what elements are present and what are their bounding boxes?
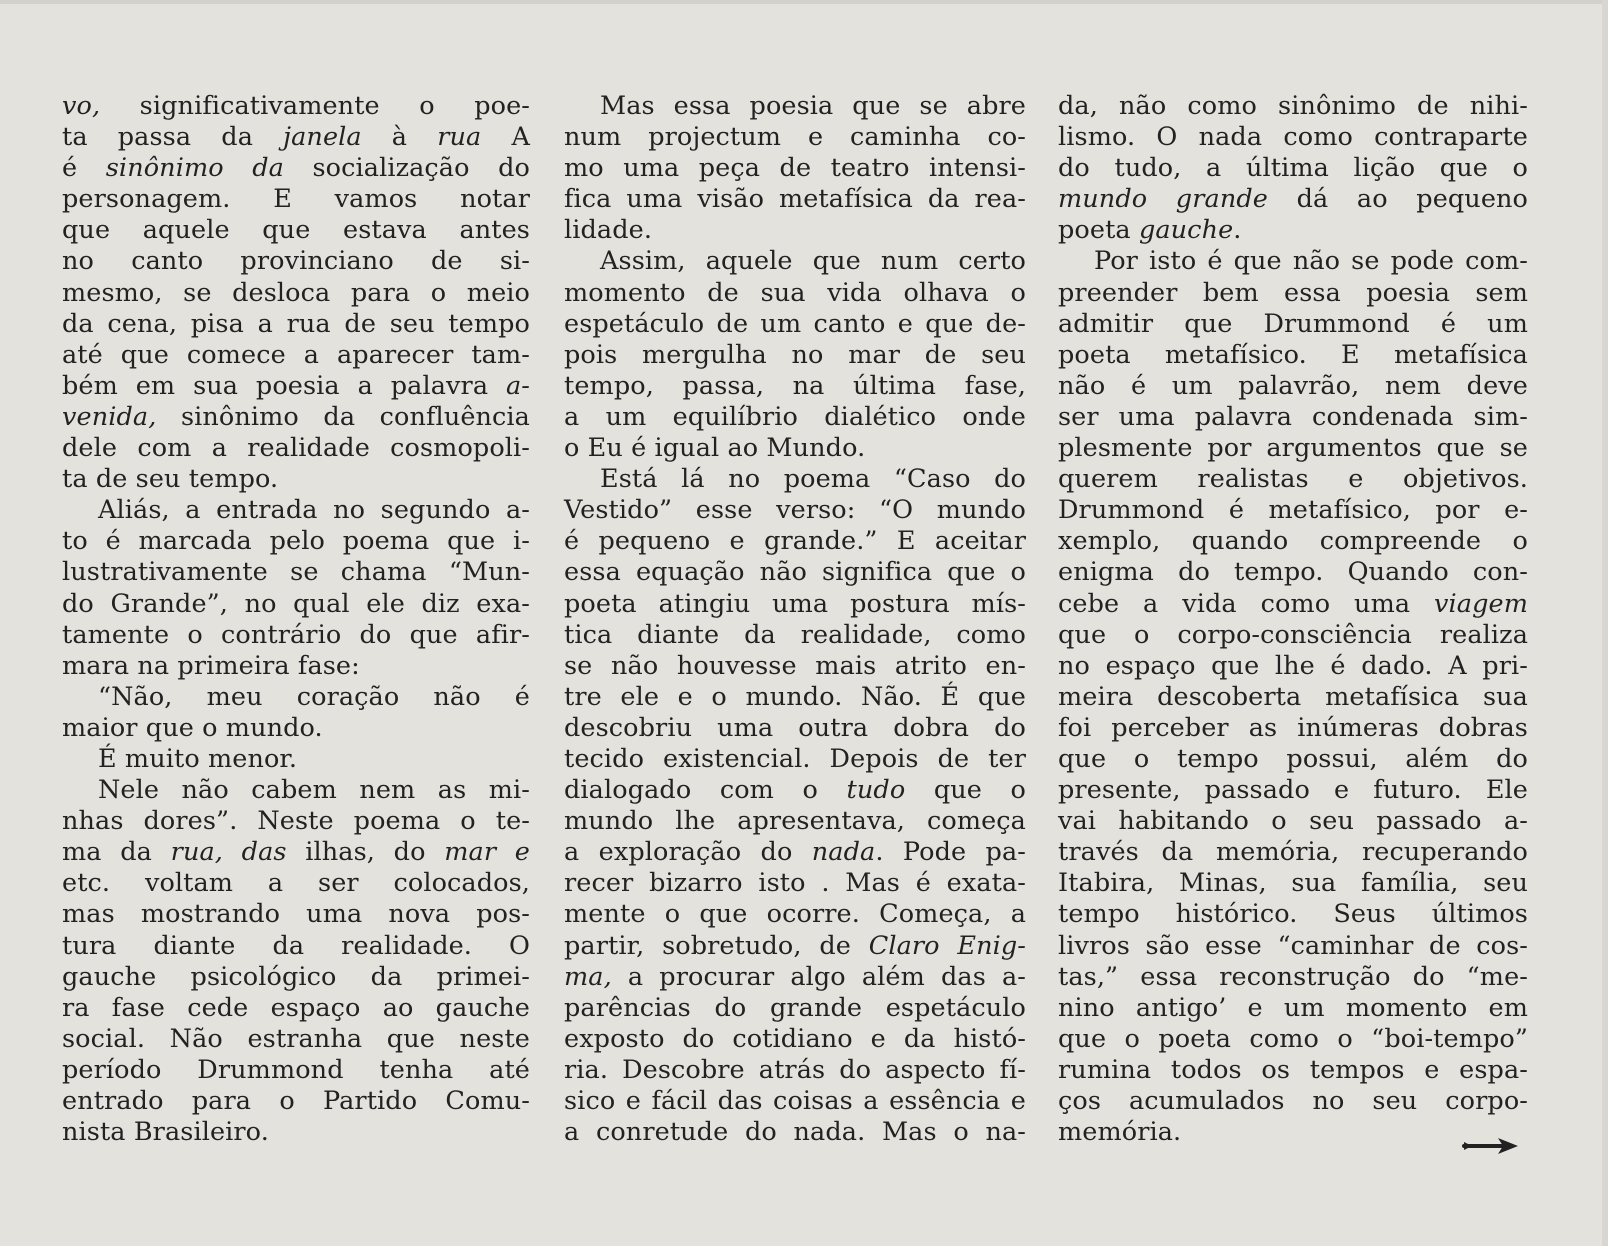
text-segment: que o corpo-consciência realiza: [1058, 619, 1528, 650]
text-segment: da cena, pisa a rua de seu tempo: [62, 308, 530, 339]
text-line: [62, 464, 530, 495]
text-segment: mesmo, se desloca para o meio: [62, 277, 530, 308]
italic-text: janela: [283, 122, 362, 153]
italic-text: mundo grande: [1058, 184, 1268, 215]
italic-text: ma,: [564, 961, 612, 992]
text-segment: descobriu uma outra dobra do: [564, 712, 1026, 743]
text-line: [1058, 589, 1528, 620]
text-line: [1058, 1086, 1528, 1117]
text-segment: ma da: [62, 837, 171, 868]
text-line: [564, 184, 1026, 215]
text-segment: não é um palavrão, nem deve: [1058, 370, 1528, 401]
text-line: [62, 806, 530, 837]
text-line: [564, 1024, 1026, 1055]
text-segment: sico e fácil das coisas a essência e: [564, 1086, 1026, 1116]
text-segment: espetáculo de um canto e que de-: [564, 308, 1026, 339]
text-segment: fica uma visão metafísica da rea-: [564, 184, 1026, 215]
text-segment: É muito menor.: [98, 743, 298, 774]
text-segment: tamente o contrário do que afir-: [62, 619, 530, 650]
text-line: [564, 1055, 1026, 1086]
text-segment: dele com a realidade cosmopoli-: [62, 433, 530, 464]
text-line: [62, 91, 530, 122]
text-segment: o Eu é igual ao Mundo.: [564, 433, 866, 464]
text-line: [62, 340, 530, 371]
text-line: [62, 526, 530, 557]
text-segment: mo uma peça de teatro intensi-: [564, 153, 1026, 184]
text-segment: que o: [905, 775, 1026, 806]
text-segment: tempo, passa, na última fase,: [564, 370, 1026, 401]
text-line: [1058, 1024, 1528, 1055]
text-segment: cebe a vida como uma: [1058, 588, 1435, 619]
text-segment: tre ele e o mundo. Não. É que: [564, 681, 1026, 712]
text-segment: bém em sua poesia a palavra: [62, 370, 506, 401]
italic-text: gauche: [1138, 215, 1234, 246]
text-segment: social. Não estranha que neste: [62, 1023, 530, 1054]
text-segment: Aliás, a entrada no segundo a-: [98, 495, 530, 526]
text-line: [1058, 868, 1528, 899]
text-segment: ta passa da: [62, 122, 284, 153]
text-segment: ra fase cede espaço ao gauche: [62, 992, 530, 1023]
italic-text: vo,: [62, 91, 101, 121]
text-line: [62, 371, 530, 402]
text-column-2: [564, 91, 1026, 1148]
text-segment: Por isto é que não se pode com-: [1094, 246, 1528, 277]
text-line: [62, 931, 530, 962]
text-line: [62, 868, 530, 899]
italic-text: rua: [437, 122, 482, 153]
text-line: [1058, 962, 1528, 993]
text-line: [62, 620, 530, 651]
text-line: [1058, 682, 1528, 713]
text-line: [1058, 620, 1528, 651]
text-segment: .: [1233, 215, 1242, 246]
italic-text: viagem: [1434, 588, 1528, 619]
text-line: [1058, 309, 1528, 340]
text-segment: Itabira, Minas, sua família, seu: [1058, 868, 1528, 899]
text-line: [564, 1086, 1026, 1117]
text-segment: Mas essa poesia que se abre: [600, 91, 1026, 121]
text-segment: memória.: [1058, 1117, 1182, 1148]
text-line: [1058, 713, 1528, 744]
italic-text: Claro Enig-: [868, 930, 1027, 961]
italic-text: venida,: [62, 401, 157, 432]
text-line: [62, 1024, 530, 1055]
text-segment: mara na primeira fase:: [62, 650, 360, 681]
text-segment: lismo. O nada como contraparte: [1058, 122, 1528, 153]
italic-text: mar e: [444, 837, 530, 868]
text-line: [564, 402, 1026, 433]
text-line: [1058, 1055, 1528, 1086]
text-segment: poeta: [1058, 215, 1139, 246]
text-segment: tecido existencial. Depois de ter: [564, 743, 1026, 774]
text-segment: plesmente por argumentos que se: [1058, 433, 1528, 464]
text-segment: até que comece a aparecer tam-: [62, 339, 530, 370]
text-segment: Assim, aquele que num certo: [600, 246, 1026, 277]
text-line: [1058, 215, 1528, 246]
text-line: [1058, 1117, 1528, 1148]
text-line: [1058, 837, 1528, 868]
text-segment: ços acumulados no seu corpo-: [1058, 1086, 1528, 1116]
text-column-1: [62, 91, 530, 1148]
text-line: [1058, 557, 1528, 588]
text-segment: sinônimo da confluência: [156, 401, 530, 432]
text-line: [62, 837, 530, 868]
text-line: [62, 278, 530, 309]
text-segment: lustrativamente se chama “Mun-: [62, 557, 530, 588]
text-segment: no canto provinciano de si-: [62, 246, 530, 277]
text-line: [564, 589, 1026, 620]
text-segment: nista Brasileiro.: [62, 1117, 269, 1148]
text-line: [564, 246, 1026, 277]
text-segment: momento de sua vida olhava o: [564, 277, 1026, 308]
italic-text: nada: [811, 837, 876, 868]
text-line: [62, 1086, 530, 1117]
text-segment: num projectum e caminha co-: [564, 122, 1026, 153]
text-segment: A: [481, 122, 530, 153]
text-line: [564, 837, 1026, 868]
page-top-edge: [0, 0, 1608, 4]
text-line: [564, 278, 1026, 309]
text-segment: poeta metafísico. E metafísica: [1058, 339, 1528, 370]
text-segment: partir, sobretudo, de: [564, 930, 869, 961]
text-segment: dá ao pequeno: [1267, 184, 1529, 215]
text-line: [564, 495, 1026, 526]
text-line: [62, 744, 530, 775]
text-line: [62, 993, 530, 1024]
text-segment: preender bem essa poesia sem: [1058, 277, 1528, 308]
text-segment: Drummond é metafísico, por e-: [1058, 495, 1528, 526]
text-segment: essa equação não significa que o: [564, 557, 1026, 588]
text-line: [564, 464, 1026, 495]
text-segment: Está lá no poema “Caso do: [600, 464, 1026, 495]
text-segment: personagem. E vamos notar: [62, 184, 530, 215]
text-line: [564, 557, 1026, 588]
text-segment: a procurar algo além das a-: [611, 961, 1026, 992]
text-segment: vai habitando o seu passado a-: [1058, 806, 1528, 837]
text-line: [62, 557, 530, 588]
text-line: [564, 682, 1026, 713]
text-segment: à: [361, 122, 438, 153]
text-segment: través da memória, recuperando: [1058, 837, 1528, 868]
text-segment: que aquele que estava antes: [62, 215, 530, 246]
text-line: [1058, 184, 1528, 215]
text-segment: Vestido” esse verso: “O mundo: [564, 495, 1026, 526]
text-line: [62, 962, 530, 993]
text-line: [1058, 775, 1528, 806]
text-line: [62, 651, 530, 682]
text-segment: período Drummond tenha até: [62, 1054, 530, 1085]
text-segment: do Grande”, no qual ele diz exa-: [62, 588, 530, 619]
text-segment: ta de seu tempo.: [62, 464, 279, 495]
page-right-edge: [1602, 0, 1608, 1246]
text-line: [1058, 278, 1528, 309]
text-line: [564, 433, 1026, 464]
text-segment: a exploração do: [564, 837, 812, 868]
text-line: [1058, 433, 1528, 464]
text-line: [564, 993, 1026, 1024]
text-segment: no espaço que lhe é dado. A pri-: [1058, 650, 1528, 681]
text-segment: querem realistas e objetivos.: [1058, 464, 1528, 495]
italic-text: sinônimo da: [105, 153, 284, 184]
text-line: [564, 620, 1026, 651]
text-line: [564, 713, 1026, 744]
text-line: [1058, 806, 1528, 837]
text-line: [62, 433, 530, 464]
text-segment: poeta atingiu uma postura mís-: [564, 588, 1026, 619]
text-line: [62, 122, 530, 153]
text-line: [1058, 526, 1528, 557]
text-line: [564, 931, 1026, 962]
text-segment: presente, passado e futuro. Ele: [1058, 775, 1528, 806]
text-line: [1058, 246, 1528, 277]
text-segment: tica diante da realidade, como: [564, 619, 1026, 650]
text-line: [62, 495, 530, 526]
text-line: [1058, 402, 1528, 433]
text-segment: Nele não cabem nem as mi-: [98, 775, 530, 806]
text-segment: xemplo, quando compreende o: [1058, 526, 1528, 557]
text-segment: significativamente o poe-: [100, 91, 530, 121]
text-line: [564, 309, 1026, 340]
text-line: [62, 184, 530, 215]
arrow-right-icon: [1462, 1135, 1520, 1157]
text-line: [1058, 993, 1528, 1024]
text-segment: mas mostrando uma nova pos-: [62, 899, 530, 930]
text-line: [1058, 899, 1528, 930]
text-segment: que o poeta como o “boi-tempo”: [1058, 1023, 1528, 1054]
text-segment: to é marcada pelo poema que i-: [62, 526, 530, 557]
text-segment: . Pode pa-: [875, 837, 1026, 868]
text-segment: a conretude do nada. Mas o na-: [564, 1117, 1026, 1148]
text-segment: socialização do: [283, 153, 530, 184]
text-line: [62, 589, 530, 620]
text-line: [564, 651, 1026, 682]
text-line: [1058, 464, 1528, 495]
text-line: [564, 340, 1026, 371]
text-segment: mundo lhe apresentava, começa: [564, 806, 1026, 837]
text-line: [1058, 371, 1528, 402]
text-line: [564, 153, 1026, 184]
text-segment: gauche psicológico da primei-: [62, 961, 530, 992]
italic-text: a-: [505, 370, 530, 401]
text-segment: nino antigo’ e um momento em: [1058, 992, 1528, 1023]
text-segment: foi perceber as inúmeras dobras: [1058, 712, 1528, 743]
text-line: [564, 899, 1026, 930]
text-segment: admitir que Drummond é um: [1058, 308, 1528, 339]
text-line: [564, 775, 1026, 806]
text-segment: maior que o mundo.: [62, 712, 323, 743]
text-line: [1058, 122, 1528, 153]
text-line: [564, 122, 1026, 153]
text-segment: que o tempo possui, além do: [1058, 743, 1528, 774]
text-segment: exposto do cotidiano e da histó-: [564, 1023, 1026, 1054]
text-segment: livros são esse “caminhar de cos-: [1058, 930, 1528, 961]
text-line: [1058, 744, 1528, 775]
italic-text: tudo: [846, 775, 906, 806]
text-segment: nhas dores”. Neste poema o te-: [62, 806, 530, 837]
text-segment: ilhas, do: [286, 837, 445, 868]
text-line: [62, 246, 530, 277]
text-line: [62, 713, 530, 744]
text-line: [1058, 91, 1528, 122]
text-line: [62, 1055, 530, 1086]
text-segment: é: [62, 153, 106, 184]
text-segment: da, não como sinônimo de nihi-: [1058, 91, 1528, 121]
text-line: [1058, 495, 1528, 526]
text-segment: mente o que ocorre. Começa, a: [564, 899, 1026, 930]
text-line: [62, 402, 530, 433]
text-line: [564, 744, 1026, 775]
text-line: [564, 91, 1026, 122]
text-line: [62, 682, 530, 713]
text-segment: do tudo, a última lição que o: [1058, 153, 1528, 184]
text-line: [62, 899, 530, 930]
text-segment: dialogado com o: [564, 775, 847, 806]
text-segment: ser uma palavra condenada sim-: [1058, 401, 1528, 432]
text-segment: é pequeno e grande.” E aceitar: [564, 526, 1026, 557]
text-segment: parências do grande espetáculo: [564, 992, 1026, 1023]
italic-text: rua, das: [170, 837, 287, 868]
text-column-3: [1058, 91, 1528, 1148]
text-segment: tura diante da realidade. O: [62, 930, 530, 961]
text-segment: tempo histórico. Seus últimos: [1058, 899, 1528, 930]
text-line: [564, 962, 1026, 993]
text-segment: recer bizarro isto . Mas é exata-: [564, 868, 1026, 899]
text-segment: ria. Descobre atrás do aspecto fí-: [564, 1054, 1026, 1085]
text-line: [564, 215, 1026, 246]
text-segment: pois mergulha no mar de seu: [564, 339, 1026, 370]
text-line: [1058, 931, 1528, 962]
text-line: [1058, 651, 1528, 682]
text-segment: tas,” essa reconstrução do “me-: [1058, 961, 1528, 992]
text-segment: rumina todos os tempos e espa-: [1058, 1054, 1528, 1085]
text-line: [564, 868, 1026, 899]
text-line: [62, 1117, 530, 1148]
text-line: [564, 526, 1026, 557]
text-segment: enigma do tempo. Quando con-: [1058, 557, 1528, 588]
text-line: [62, 309, 530, 340]
text-line: [1058, 340, 1528, 371]
text-segment: meira descoberta metafísica sua: [1058, 681, 1528, 712]
text-line: [564, 371, 1026, 402]
text-segment: a um equilíbrio dialético onde: [564, 401, 1026, 432]
text-segment: se não houvesse mais atrito en-: [564, 650, 1026, 681]
text-segment: etc. voltam a ser colocados,: [62, 868, 530, 899]
text-line: [62, 153, 530, 184]
text-line: [62, 775, 530, 806]
text-line: [564, 1117, 1026, 1148]
text-line: [1058, 153, 1528, 184]
text-segment: entrado para o Partido Comu-: [62, 1086, 530, 1116]
text-segment: “Não, meu coração não é: [98, 681, 530, 712]
text-line: [62, 215, 530, 246]
text-line: [564, 806, 1026, 837]
text-segment: lidade.: [564, 215, 653, 246]
